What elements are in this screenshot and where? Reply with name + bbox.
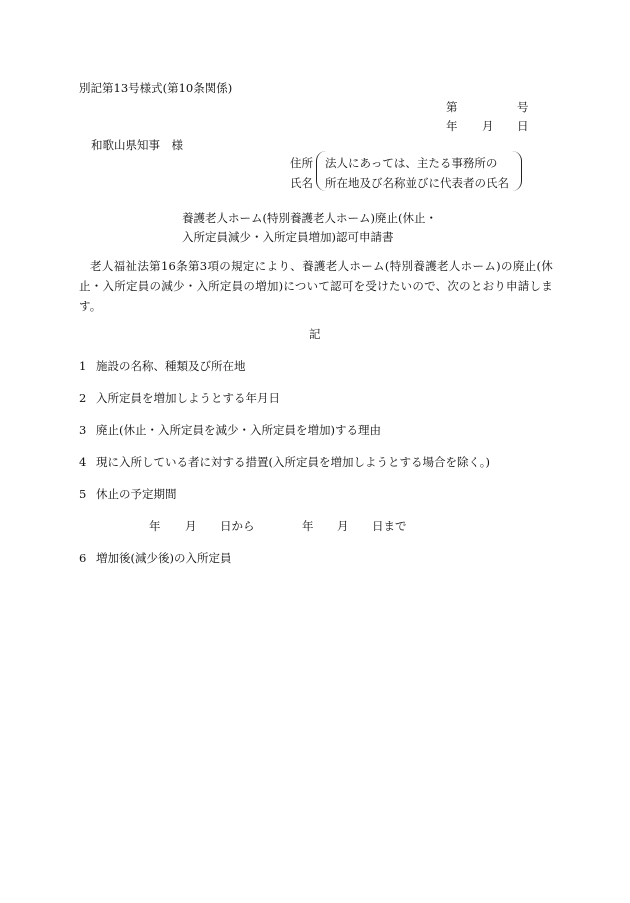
item-text: 現に入所している者に対する措置(入所定員を増加しようとする場合を除く。): [96, 455, 490, 469]
item-number: 3: [79, 423, 87, 437]
item-number: 6: [79, 551, 87, 565]
item-number: 1: [79, 359, 87, 373]
form-id: 別記第13号様式(第10条関係): [79, 81, 233, 95]
applicant-note-line2: 所在地及び名称並びに代表者の氏名: [325, 176, 509, 190]
date-day: 日: [517, 119, 529, 133]
title-line2: 入所定員減少・入所定員増加)認可申請書: [182, 230, 394, 244]
body-text: 老人福祉法第16条第3項の規定により、養護老人ホーム(特別養護老人ホーム)の廃止(休止・入所定員の減少・入所定員の増加)について認可を受けたいので、次のとおり申請します。: [79, 259, 553, 313]
date-year: 年: [446, 119, 458, 133]
item-text: 休止の予定期間: [96, 487, 177, 501]
name-label: 氏名: [290, 176, 313, 190]
period-from-year: 年: [149, 519, 161, 533]
period-to-month: 月: [337, 519, 349, 533]
applicant-note-line1: 法人にあっては、主たる事務所の: [325, 156, 498, 170]
ki-heading: 記: [309, 327, 321, 341]
address-label: 住所: [290, 156, 313, 170]
item-number: 2: [79, 391, 87, 405]
addressee: 和歌山県知事 様: [91, 138, 183, 152]
title-line1: 養護老人ホーム(特別養護老人ホーム)廃止(休止・: [182, 211, 437, 225]
period-to-day: 日まで: [372, 519, 407, 533]
item-number: 4: [79, 455, 87, 469]
number-dai: 第: [446, 100, 458, 114]
period-to-year: 年: [302, 519, 314, 533]
date-month: 月: [482, 119, 494, 133]
item-text: 廃止(休止・入所定員を減少・入所定員を増加)する理由: [96, 423, 381, 437]
item-text: 増加後(減少後)の入所定員: [96, 551, 232, 565]
period-from-month: 月: [185, 519, 197, 533]
item-text: 入所定員を増加しようとする年月日: [96, 391, 280, 405]
number-go: 号: [517, 100, 529, 114]
item-number: 5: [79, 487, 87, 501]
period-from-day: 日から: [220, 519, 255, 533]
item-text: 施設の名称、種類及び所在地: [96, 359, 246, 373]
